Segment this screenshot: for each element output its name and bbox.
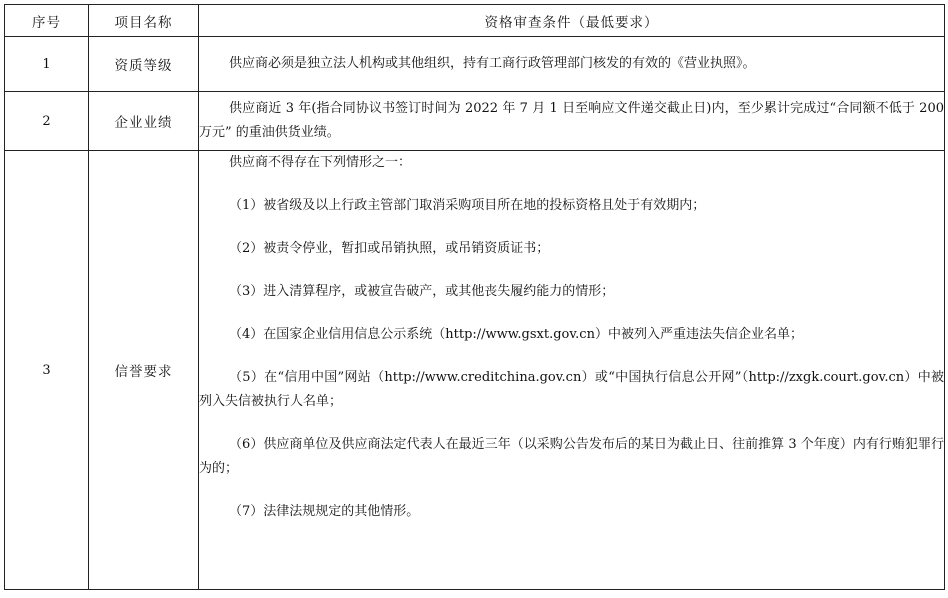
row-number: 1 (5, 37, 89, 92)
condition-item: （2）被责令停业，暂扣或吊销执照，或吊销资质证书； (229, 241, 550, 256)
header-item-name: 项目名称 (89, 5, 199, 37)
row-item-name: 信誉要求 (89, 151, 199, 590)
condition-text: 供应商近 3 年(指合同协议书签订时间为 2022 年 7 月 1 日至响应文件递交截止日)内，至少累计完成过“合同额不低于 200 万元” 的重油供货业绩。 (199, 101, 944, 140)
condition-item: （4）在国家企业信用信息公示系统（http://www.gsxt.gov.cn）中被列入严重违法失信企业名单； (229, 327, 803, 342)
row-number: 3 (5, 151, 89, 590)
qualification-table (4, 4, 945, 590)
condition-intro: 供应商不得存在下列情形之一： (229, 155, 412, 170)
row-item-name: 资质等级 (89, 37, 199, 92)
row-condition (199, 92, 945, 151)
condition-item: （3）进入清算程序，或被宣告破产，或其他丧失履约能力的情形； (229, 284, 615, 299)
row-item-name: 企业业绩 (89, 92, 199, 151)
row-condition (199, 151, 945, 590)
row-condition (199, 37, 945, 92)
condition-item: （7）法律法规规定的其他情形。 (229, 504, 420, 519)
table-row (5, 37, 945, 92)
condition-item: （1）被省级及以上行政主管部门取消采购项目所在地的投标资格且处于有效期内； (229, 198, 706, 213)
condition-text: 供应商必须是独立法人机构或其他组织，持有工商行政管理部门核发的有效的《营业执照》。 (229, 56, 756, 71)
header-row (5, 5, 945, 37)
condition-item: （6）供应商单位及供应商法定代表人在最近三年（以采购公告发布后的某日为截止日、往前推算 3 个年度）内有行贿犯罪行为的； (199, 437, 944, 476)
condition-item: （5）在“信用中国”网站（http://www.creditchina.gov.cn）或“中国执行信息公开网”（http://zxgk.court.gov.cn）中被列入失信被执行人名单； (199, 370, 944, 409)
table-row (5, 92, 945, 151)
header-conditions: 资格审查条件（最低要求） (199, 5, 945, 37)
header-number: 序号 (5, 5, 89, 37)
row-number: 2 (5, 92, 89, 151)
table-row (5, 151, 945, 590)
